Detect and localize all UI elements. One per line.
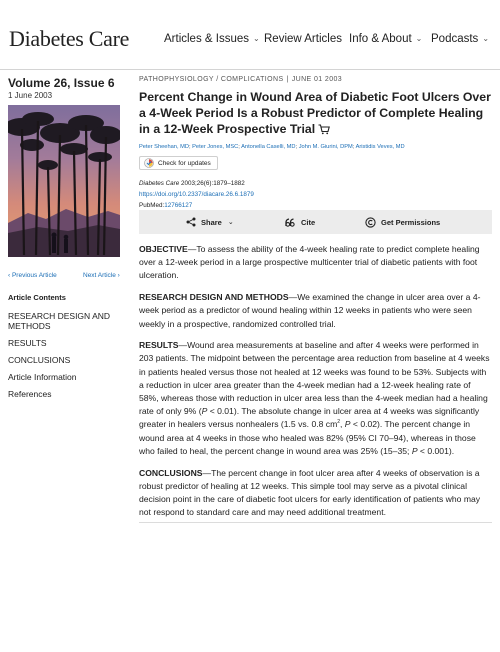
abstract-text: —To assess the ability of the 4-week healing rate to predict complete healing over a 12-week period in a large prospective multicenter trial of diabetic patients with foot ulceration. [139, 244, 480, 281]
abstract-heading: RESEARCH DESIGN AND METHODS [139, 292, 289, 303]
abstract-heading: CONCLUSIONS [139, 467, 203, 478]
journal-name: Diabetes Care [139, 180, 180, 187]
article-title-text: Percent Change in Wound Area of Diabetic Foot Ulcers Over a 4-Week Period Is a Robust Predictor of Complete Healing in a 12-Week Prospective Trial [139, 90, 491, 136]
issue-volume[interactable]: Volume 26, Issue 6 [8, 76, 115, 90]
previous-article-link[interactable]: ‹ Previous Article [8, 272, 57, 279]
abstract-text: < 0.01). The absolute change in ulcer area at 4 weeks was significantly greater in healers versus nonhealers (1.5 vs. 0.8 cm [139, 406, 480, 430]
toc-item-references[interactable]: References [8, 389, 52, 399]
citation [139, 179, 492, 188]
citation-details: 2003;26(6):1879–1882 [179, 180, 245, 187]
toc-item-methods[interactable]: RESEARCH DESIGN AND METHODS [8, 311, 111, 331]
nav-articles-issues[interactable] [164, 33, 260, 45]
get-permissions-button[interactable] [365, 210, 440, 234]
author-link[interactable]: Peter Sheehan, MD [139, 144, 189, 150]
pubmed-line [139, 201, 492, 210]
crossmark-icon [144, 158, 154, 168]
p-value-symbol: P [411, 445, 418, 456]
article-toolbar [139, 210, 492, 234]
chevron-down-icon: ⌄ [253, 34, 260, 43]
author-link[interactable]: Antonella Caselli, MD [241, 144, 296, 150]
abstract-objective [139, 243, 492, 283]
quote-icon [285, 218, 296, 227]
share-button[interactable] [186, 210, 234, 234]
content-divider [139, 522, 492, 523]
check-updates-label: Check for updates [158, 159, 211, 167]
cart-icon[interactable] [318, 124, 330, 135]
copyright-icon [365, 217, 376, 228]
doi-link[interactable]: https://doi.org/10.2337/diacare.26.6.1879 [139, 191, 254, 198]
header-divider [0, 69, 500, 70]
site-header [0, 0, 500, 70]
abstract-text: < 0.001). [417, 445, 455, 456]
author-link[interactable]: Aristidis Veves, MD [355, 144, 405, 150]
abstract-conclusions [139, 467, 492, 520]
abstract-text: < 0.02). The percent change in wound area at 4 weeks in those who healed was 82% (95% CI 70–94), whereas in those who failed to heal, the percent change in wound area was 25% (15–35; [139, 419, 476, 456]
article-category[interactable]: PATHOPHYSIOLOGY / COMPLICATIONS [139, 76, 284, 83]
author-link[interactable]: Peter Jones, MSC [192, 144, 239, 150]
abstract [139, 243, 492, 528]
issue-date: 1 June 2003 [8, 91, 53, 100]
article-date: JUNE 01 2003 [291, 76, 343, 83]
permissions-label: Get Permissions [381, 217, 441, 227]
next-article-link[interactable]: Next Article › [83, 272, 120, 279]
article-contents-heading: Article Contents [8, 293, 66, 302]
abstract-results [139, 339, 492, 458]
article-contents-list [8, 311, 120, 406]
abstract-text: , [340, 419, 345, 430]
cite-button[interactable] [285, 210, 315, 234]
issue-cover-image[interactable] [8, 105, 120, 257]
site-logo[interactable]: Diabetes Care [9, 26, 130, 51]
chevron-down-icon: ⌄ [227, 219, 234, 226]
share-icon [186, 217, 196, 227]
nav-label: Articles & Issues [164, 33, 249, 45]
author-list: Peter Sheehan, MD; Peter Jones, MSC; Antonella Caselli, MD; John M. Giurini, DPM; Aristidis Veves, MD [139, 144, 405, 150]
p-value-symbol: P [344, 419, 351, 430]
cite-label: Cite [301, 217, 316, 227]
pubmed-label: PubMed: [139, 202, 165, 209]
author-link[interactable]: John M. Giurini, DPM [298, 144, 353, 150]
nav-label: Podcasts [431, 33, 479, 45]
nav-podcasts[interactable] [431, 33, 489, 45]
toc-item-article-information[interactable]: Article Information [8, 372, 77, 382]
chevron-down-icon: ⌄ [415, 34, 423, 43]
share-label: Share [201, 217, 222, 227]
abstract-text: —The percent change in foot ulcer area after 4 weeks of observation is a robust predictor of healing at 12 weeks. This simple tool may serve as a pivotal clinical decision point in the care of diabetic foot ulcers for early identification of patients who may not respond to standard care and may need additional treatment. [139, 467, 481, 518]
p-value-symbol: P [201, 406, 208, 417]
nav-review-articles[interactable] [264, 33, 342, 45]
abstract-text: —We examined the change in ulcer area over a 4-week period as a predictor of wound healing within 12 weeks in patients who were seen weekly in a prospective, randomized controlled trial. [139, 292, 481, 329]
abstract-methods [139, 291, 492, 331]
toc-item-results[interactable]: RESULTS [8, 338, 47, 348]
article-title [139, 89, 492, 137]
chevron-down-icon: ⌄ [482, 34, 490, 43]
abstract-heading: RESULTS [139, 340, 179, 351]
toc-item-conclusions[interactable]: CONCLUSIONS [8, 355, 71, 365]
nav-label: Review Articles [264, 33, 342, 45]
superscript: 2 [337, 419, 341, 426]
check-for-updates-button[interactable] [139, 156, 218, 170]
nav-label: Info & About [349, 33, 412, 45]
article-category-line: PATHOPHYSIOLOGY / COMPLICATIONS | JUNE 01 2003 [139, 76, 343, 83]
abstract-text: —Wound area measurements at baseline and after 4 weeks were performed in 203 patients. The midpoint between the percentage area reduction from baseline at 4 weeks in patients healed versus those not healed at 12 weeks was found to be 53%. Subjects with a reduction in ulcer area greater than the 4-week median had a 12-week healing rate of 58%, whereas those with reduction in ulcer area less than the 4-week median had a healing rate of only 9% ( [139, 340, 490, 417]
abstract-heading: OBJECTIVE [139, 244, 188, 254]
article-header [139, 76, 492, 210]
pubmed-id-link[interactable]: 12766127 [164, 202, 193, 209]
nav-info-about[interactable] [349, 33, 422, 45]
